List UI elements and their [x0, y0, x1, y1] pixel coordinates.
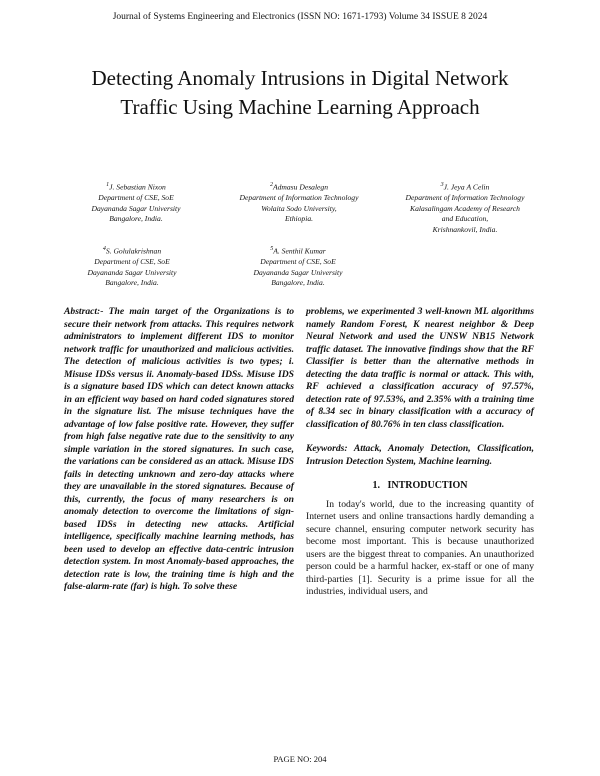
author-block-5: [228, 244, 368, 289]
author-3-affil-4: Krishnankovil, India.: [432, 224, 498, 234]
author-5-affil-1: Department of CSE, SoE: [260, 257, 336, 267]
author-4-name: S. Golulakrishnan: [105, 246, 162, 256]
introduction-paragraph: In today's world, due to the increasing quantity of Internet users and online transactions hardly demanding a secure channel, ensuring computer network security has become most important. This is because unauthorized users are the biggest threat to companies. An unauthorized person could be a harmful hacker, ex-staff or one of many third-parties [1]. Security is a prime issue for all the industries, individual users, and: [306, 498, 534, 597]
author-2-affil-3: Ethiopia.: [284, 214, 314, 224]
author-2-affil-2: Wolaita Sodo University,: [261, 203, 337, 213]
left-column: [64, 306, 294, 594]
paper-title: [40, 64, 560, 122]
author-4-affil-3: Bangalore, India.: [105, 278, 159, 288]
author-4-affil-2: Dayananda Sagar University: [87, 267, 177, 277]
author-1-affil-1: Department of CSE, SoE: [98, 193, 174, 203]
author-2-sup: 2: [269, 182, 273, 188]
author-3-affil-1: Department of Information Technology: [405, 193, 525, 203]
author-1-affil-2: Dayananda Sagar University: [91, 203, 181, 213]
author-3-sup: 3: [440, 182, 444, 188]
abstract-text: Abstract:- The main target of the Organizations is to secure their network from attacks. This requires network administrators to implement different IDS to monitor network traffic for unauthorized and malicious activities. The detection of malicious activities is two types; i. Misuse IDSs versus ii. Anomaly-based IDSs. Misuse IDS is a signature based IDS which can detect known attacks in an efficient way based on hard coded signatures stored in the signature list. The misuse techniques have the advantage of low false positive rate. However, they suffer from high false negative rate due to the sensitivity to any simple variation in the stored signatures. In such case, the variations can be considered as an attack. Misuse IDS fails in detecting unknown and zero-day attacks where they are unavailable in the stored signatures. Because of this, currently, the focus of many researchers is on anomaly detection to overcome the limitations of sign-based IDSs in detecting new attacks. Artificial intelligence, specifically machine learning methods, has been used to develop an effective data-centric intrusion detection system. In most Anomaly-based approaches, the detection rate is low, the training time is high and the false-alarm-rate (far) is high. To solve these: [64, 306, 294, 592]
author-2-name: Admasu Desalegn: [272, 182, 329, 192]
author-3-affil-3: and Education,: [441, 214, 489, 224]
author-block-3: [390, 180, 540, 235]
section-title: INTRODUCTION: [387, 480, 468, 491]
author-3-affil-2: Kalasalingam Academy of Research: [410, 203, 520, 213]
author-1-affil-3: Bangalore, India.: [109, 214, 163, 224]
author-1-sup: 1: [106, 182, 110, 188]
author-4-sup: 4: [102, 246, 106, 252]
author-5-affil-3: Bangalore, India.: [271, 278, 325, 288]
author-block-2: [224, 180, 374, 225]
author-block-1: [66, 180, 206, 225]
abstract-continued-text: problems, we experimented 3 well-known ML algorithms namely Random Forest, K nearest neighbor & Deep Neural Network and used the UNSW NB15 Network traffic dataset. The innovative findings show that the RF Classifier is better than the alternative methods in detecting the data traffic is normal or attack. This with, RF achieved a classification accuracy of 97.57%, detection rate of 97.53%, and 2.35% with a training time of 8.34 sec in binary classification with a accuracy of classification of 80.76% in ten class classification.: [306, 306, 534, 430]
author-5-name: A. Senthil Kumar: [273, 246, 326, 256]
running-head: Journal of Systems Engineering and Electronics (ISSN NO: 1671-1793) Volume 34 ISSUE 8 2024: [112, 12, 488, 22]
author-5-sup: 5: [270, 246, 274, 252]
author-5-affil-2: Dayananda Sagar University: [253, 267, 343, 277]
keywords: Keywords: Attack, Anomaly Detection, Classification, Intrusion Detection System, Machine learning.: [306, 443, 534, 467]
author-3-name: J. Jeya A Celin: [443, 182, 490, 192]
author-1-name: J. Sebastian Nixon: [109, 182, 166, 192]
author-block-4: [62, 244, 202, 289]
right-column: [306, 306, 534, 599]
title-line-2: Traffic Using Machine Learning Approach: [120, 95, 480, 119]
author-4-affil-1: Department of CSE, SoE: [94, 257, 170, 267]
title-line-1: Detecting Anomaly Intrusions in Digital Network: [91, 66, 509, 90]
author-2-affil-1: Department of Information Technology: [239, 193, 359, 203]
section-number: 1.: [372, 480, 380, 491]
section-heading-introduction: [306, 480, 534, 493]
page-number: PAGE NO: 204: [273, 754, 327, 764]
